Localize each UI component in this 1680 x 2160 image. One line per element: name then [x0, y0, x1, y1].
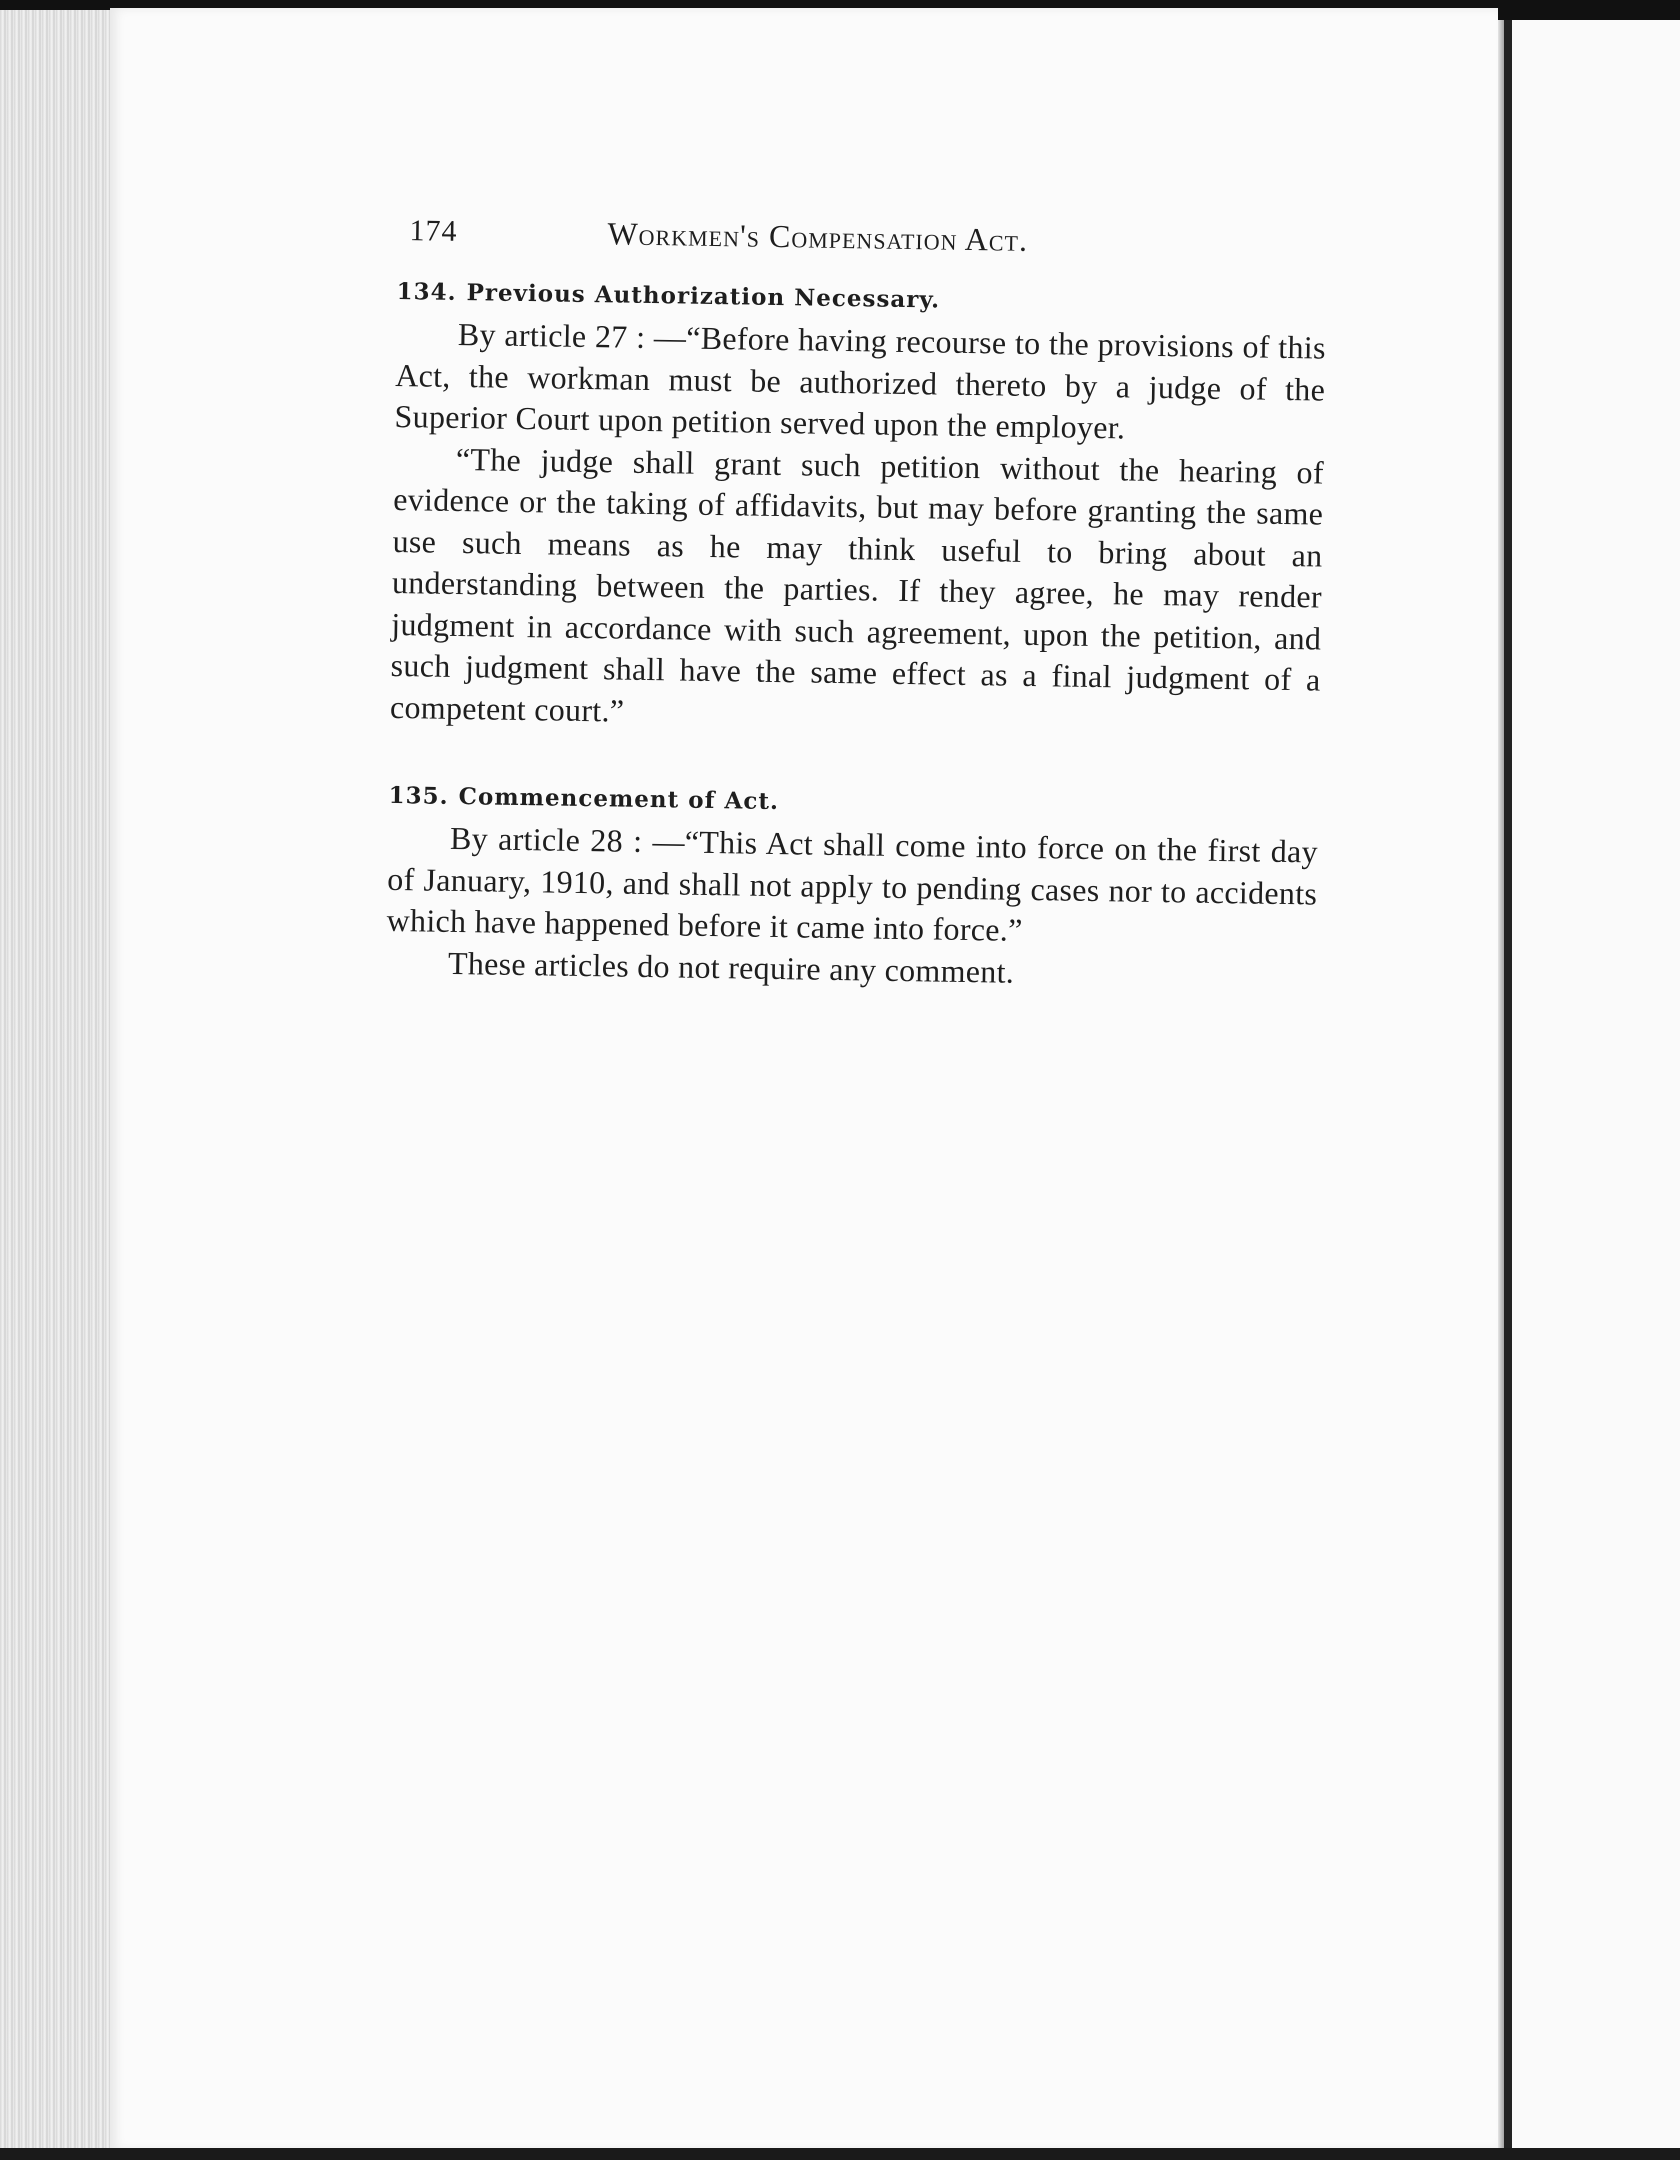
section-title: Previous Authorization Necessary. [466, 279, 941, 314]
paragraph: By article 27 : —“Before having recourse to the provisions of this Act, the workman must be authorized thereto by a judge of the Superior Court upon petition served upon the employer. [394, 315, 1327, 446]
section-number: 135. [388, 781, 449, 810]
facing-page-margin [1512, 20, 1680, 2150]
paragraph: These articles do not require any comment. [447, 944, 1015, 990]
paragraph: By article 28 : —“This Act shall come into force on the first day of January, 1910, and shall not apply to pending cases nor to accidents which have happened before it came into force.” [386, 819, 1319, 948]
scan-bottom-border [0, 2148, 1680, 2160]
section-heading-135 [388, 782, 1318, 824]
section-heading-134 [396, 278, 1326, 320]
binding-edge [1504, 20, 1512, 2150]
section-number: 134. [396, 277, 457, 306]
running-title: Workmen's Compensation Act. [607, 215, 1029, 258]
page-content [386, 200, 1328, 998]
page-edges [0, 10, 128, 2150]
page-number: 174 [409, 214, 458, 248]
section-title: Commencement of Act. [458, 783, 780, 816]
paragraph: “The judge shall grant such petition without the hearing of evidence or the taking of affidavits, but may before granting the same use such means as he may think useful to bring about an understanding between the parties. If they agree, he may render judgment in accordance with such agreement, upon the petition, and such judgment shall have the same effect as a final judgment of a competent court.” [389, 440, 1325, 729]
